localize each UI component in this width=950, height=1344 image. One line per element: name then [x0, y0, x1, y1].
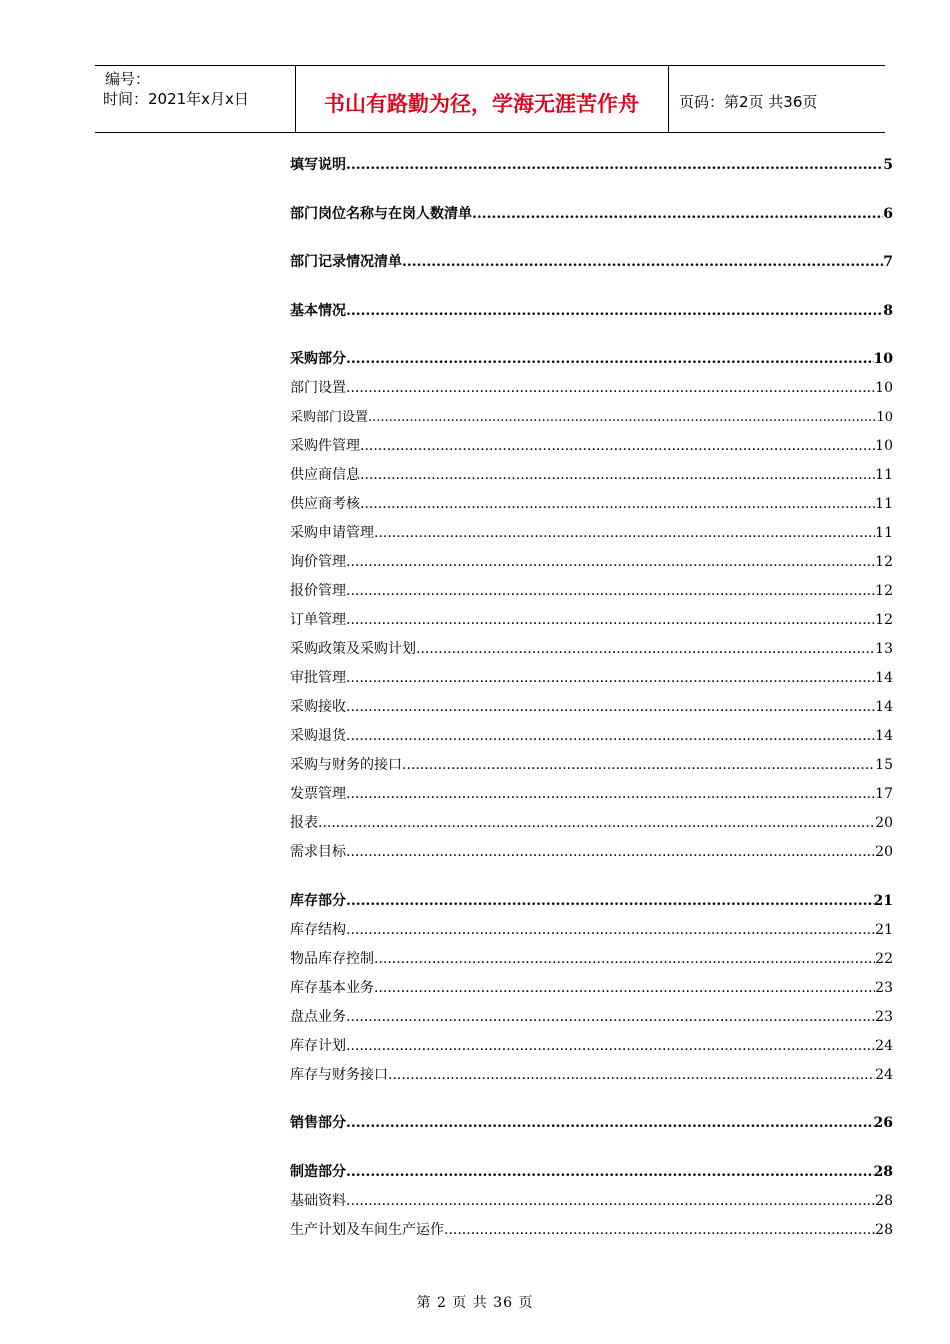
toc-entry-label: 审批管理 [290, 670, 346, 686]
toc-entry-label: 生产计划及车间生产运作 [290, 1221, 444, 1238]
toc-entry-label: 采购政策及采购计划 [290, 641, 416, 657]
toc-entry-label: 采购部门设置 [290, 410, 369, 425]
toc-entry-label: 库存基本业务 [290, 979, 374, 996]
page-footer: 第 2 页 共 36 页 [416, 1295, 534, 1311]
toc-entry-label: 采购申请管理 [290, 525, 374, 541]
toc-entry-page: 14 [875, 728, 893, 744]
toc-leader [416, 635, 875, 664]
toc-entry-page: 21 [873, 892, 893, 909]
toc-entry-page: 12 [875, 612, 893, 628]
toc-entry-label: 询价管理 [290, 554, 346, 570]
toc-entry-page: 5 [883, 157, 893, 173]
toc-leader [374, 974, 875, 1003]
toc-entry[interactable] [290, 635, 893, 664]
toc-entry-page: 10 [876, 410, 893, 425]
toc-entry[interactable] [290, 916, 893, 945]
toc-leader [346, 606, 875, 635]
toc-entry-label: 供应商信息 [290, 467, 360, 483]
toc-leader [346, 1109, 874, 1138]
toc-leader [346, 916, 875, 945]
toc-entry[interactable] [290, 751, 893, 780]
toc-entry[interactable] [290, 1109, 893, 1138]
toc-entry-page: 23 [875, 979, 893, 996]
toc-entry[interactable] [290, 887, 893, 916]
toc-entry-label: 采购接收 [290, 699, 346, 715]
toc-entry-page: 15 [875, 757, 893, 773]
toc-leader [346, 577, 875, 606]
toc-leader [360, 432, 875, 461]
toc-leader [346, 1003, 875, 1032]
toc-entry-label: 库存部分 [290, 892, 346, 909]
toc-entry-page: 24 [875, 1066, 893, 1083]
toc-entry-page: 6 [883, 205, 893, 222]
time-label: 时间：2021年x月x日 [103, 90, 249, 108]
toc-entry-label: 报表 [290, 815, 318, 831]
toc-entry[interactable] [290, 151, 893, 180]
toc-leader [374, 945, 875, 974]
toc-leader [360, 461, 875, 490]
toc-entry-label: 销售部分 [290, 1115, 346, 1131]
toc-leader [346, 1158, 874, 1187]
toc-leader [346, 1187, 875, 1216]
toc-entry-page: 12 [875, 554, 893, 570]
toc-entry[interactable] [290, 1032, 893, 1061]
toc-entry[interactable] [290, 432, 893, 461]
toc-entry-page: 17 [875, 786, 893, 802]
toc-leader [346, 722, 875, 751]
toc-entry-label: 库存计划 [290, 1037, 346, 1054]
toc-entry-page: 8 [883, 302, 893, 319]
toc-entry[interactable] [290, 664, 893, 693]
toc-leader [388, 1061, 875, 1090]
toc-entry-page: 14 [875, 670, 893, 686]
toc-leader [374, 519, 875, 548]
toc-entry-label: 部门岗位名称与在岗人数清单 [290, 205, 472, 222]
toc-entry-page: 24 [875, 1037, 893, 1054]
toc-entry-label: 库存结构 [290, 921, 346, 938]
toc-entry[interactable] [290, 490, 893, 519]
toc-entry[interactable] [290, 945, 893, 974]
toc-entry-page: 28 [875, 1192, 893, 1209]
toc-entry[interactable] [290, 606, 893, 635]
table-of-contents [290, 151, 893, 1245]
toc-leader [368, 403, 876, 432]
toc-entry-label: 需求目标 [290, 844, 346, 860]
toc-entry[interactable] [290, 297, 893, 326]
toc-entry[interactable] [290, 1061, 893, 1090]
toc-entry-page: 28 [873, 1163, 893, 1180]
toc-entry-label: 部门记录情况清单 [290, 254, 402, 270]
toc-leader [346, 887, 874, 916]
toc-entry-label: 基础资料 [290, 1192, 346, 1209]
toc-entry[interactable] [290, 722, 893, 751]
toc-leader [346, 664, 875, 693]
toc-entry[interactable] [290, 248, 893, 277]
toc-entry[interactable] [290, 809, 893, 838]
toc-entry-page: 26 [873, 1115, 893, 1131]
toc-entry-label: 制造部分 [290, 1163, 346, 1180]
toc-entry-label: 发票管理 [290, 786, 346, 802]
toc-entry[interactable] [290, 1158, 893, 1187]
toc-leader [402, 751, 875, 780]
toc-entry-label: 部门设置 [290, 380, 346, 396]
toc-leader [346, 345, 874, 374]
toc-entry-label: 采购与财务的接口 [290, 757, 402, 773]
toc-entry-page: 23 [875, 1008, 893, 1025]
toc-leader [346, 838, 875, 867]
page-header [95, 65, 885, 133]
toc-entry[interactable] [290, 577, 893, 606]
toc-leader [346, 780, 875, 809]
toc-entry-label: 物品库存控制 [290, 950, 374, 967]
toc-entry-label: 基本情况 [290, 302, 346, 319]
toc-entry[interactable] [290, 403, 893, 432]
toc-leader [346, 693, 875, 722]
toc-entry[interactable] [290, 374, 893, 403]
toc-entry-page: 10 [875, 438, 893, 454]
toc-entry[interactable] [290, 1187, 893, 1216]
toc-entry-page: 22 [875, 950, 893, 967]
toc-entry-page: 21 [875, 921, 893, 938]
toc-entry-page: 11 [875, 496, 893, 512]
toc-entry[interactable] [290, 519, 893, 548]
toc-entry[interactable] [290, 1003, 893, 1032]
toc-entry[interactable] [290, 461, 893, 490]
toc-leader [346, 548, 875, 577]
toc-entry[interactable] [290, 345, 893, 374]
toc-entry-page: 10 [873, 351, 893, 367]
toc-entry[interactable] [290, 200, 893, 229]
toc-leader [360, 490, 875, 519]
header-motto: 书山有路勤为径，学海无涯苦作舟 [324, 92, 639, 116]
toc-entry-page: 11 [875, 525, 893, 541]
toc-entry-label: 报价管理 [290, 583, 346, 599]
toc-entry[interactable] [290, 1216, 893, 1245]
toc-entry-page: 28 [875, 1221, 893, 1238]
header-meta-cell [95, 66, 296, 132]
toc-entry-page: 14 [875, 699, 893, 715]
toc-entry[interactable] [290, 693, 893, 722]
toc-entry-page: 20 [875, 844, 893, 860]
serial-number-label: 编号： [105, 70, 151, 88]
toc-entry-page: 12 [875, 583, 893, 599]
toc-leader [346, 1032, 875, 1061]
toc-entry[interactable] [290, 974, 893, 1003]
toc-entry[interactable] [290, 780, 893, 809]
page-code: 页码：第2页 共36页 [679, 93, 818, 111]
toc-leader [444, 1216, 875, 1245]
toc-entry-label: 采购件管理 [290, 438, 360, 454]
toc-entry-label: 供应商考核 [290, 496, 360, 512]
toc-entry-label: 填写说明 [290, 157, 346, 173]
header-motto-cell [295, 66, 669, 132]
toc-entry[interactable] [290, 838, 893, 867]
toc-leader [346, 374, 875, 403]
toc-entry-label: 采购退货 [290, 728, 346, 744]
header-page-cell [669, 66, 885, 132]
toc-entry-page: 10 [875, 380, 893, 396]
toc-leader [346, 151, 883, 180]
toc-entry-page: 20 [875, 815, 893, 831]
toc-entry-label: 订单管理 [290, 612, 346, 628]
toc-entry-label: 库存与财务接口 [290, 1066, 388, 1083]
toc-entry[interactable] [290, 548, 893, 577]
toc-leader [346, 297, 883, 326]
toc-entry-page: 13 [875, 641, 893, 657]
toc-entry-label: 盘点业务 [290, 1008, 346, 1025]
toc-leader [318, 809, 875, 838]
toc-leader [472, 200, 883, 229]
toc-entry-page: 11 [875, 467, 893, 483]
toc-entry-label: 采购部分 [290, 351, 346, 367]
toc-leader [402, 248, 883, 277]
toc-entry-page: 7 [883, 254, 893, 270]
